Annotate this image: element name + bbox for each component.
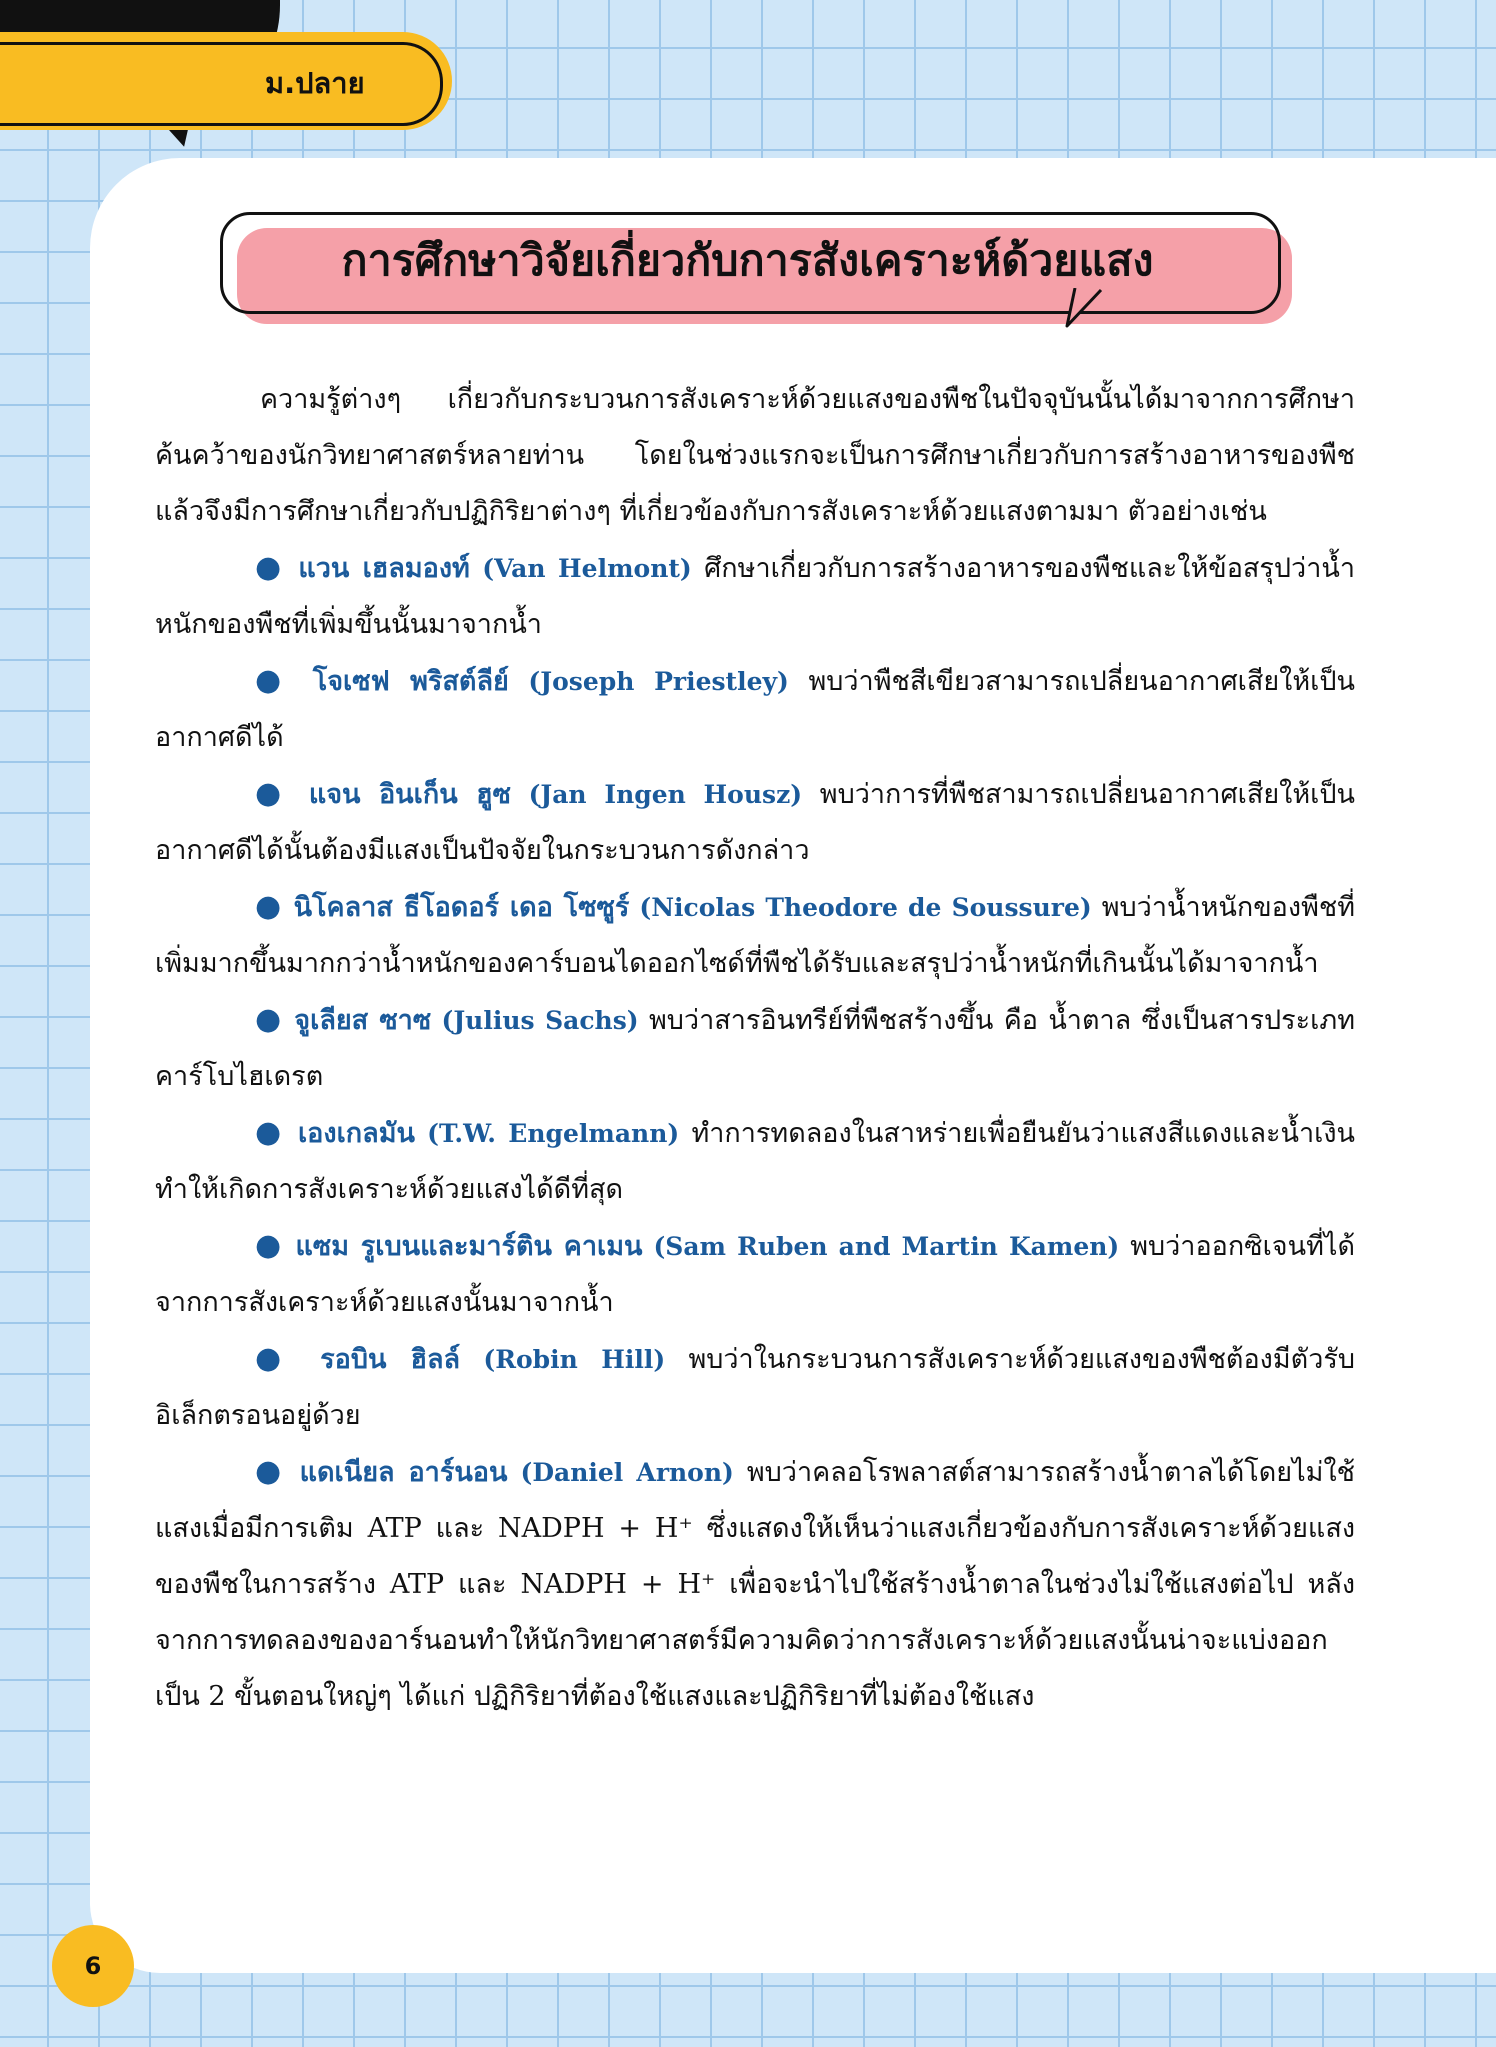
scientist-name-english: (Julius Sachs) <box>441 1006 639 1035</box>
list-item <box>155 540 1355 653</box>
list-item <box>155 766 1355 879</box>
bullet-icon: ● <box>255 1341 321 1376</box>
scientist-name-thai: โจเซฟ พริสต์ลีย์ <box>312 666 509 697</box>
scientist-finding: พบว่าพืชสีเขียวสามารถเปลี่ยนอากาศเสียให้เป็นอากาศดีได้ <box>155 666 1355 753</box>
scientist-name-thai: จูเลียส ซาซ <box>294 1005 432 1036</box>
bullet-icon: ● <box>255 1002 295 1037</box>
list-item <box>155 992 1355 1105</box>
scientist-finding: พบว่าในกระบวนการสังเคราะห์ด้วยแสงของพืชต้องมีตัวรับอิเล็กตรอนอยู่ด้วย <box>155 1344 1355 1431</box>
article-body <box>155 372 1355 1725</box>
scientist-name-thai: แดเนียล อาร์นอน <box>299 1457 508 1488</box>
scientist-name-thai: แวน เฮลมองท์ <box>298 553 470 584</box>
scientist-finding: ศึกษาเกี่ยวกับการสร้างอาหารของพืชและให้ข้อสรุปว่าน้ำหนักของพืชที่เพิ่มขึ้นนั้นมาจากน้ำ <box>155 553 1355 640</box>
scientist-name-thai: รอบิน ฮิลล์ <box>320 1344 461 1375</box>
scientist-finding: พบว่าการที่พืชสามารถเปลี่ยนอากาศเสียให้เป็นอากาศดีได้นั้นต้องมีแสงเป็นปัจจัยในกระบวนการดังกล่าว <box>155 779 1355 866</box>
bullet-icon: ● <box>255 1454 300 1489</box>
list-item <box>155 1444 1355 1725</box>
list-item <box>155 653 1355 766</box>
bullet-icon: ● <box>255 776 309 811</box>
bullet-icon: ● <box>255 889 294 924</box>
bullet-icon: ● <box>255 550 299 585</box>
scientist-name-english: (Jan Ingen Housz) <box>528 780 803 809</box>
scientist-name-thai: นิโคลาส ธีโอดอร์ เดอ โซซูร์ <box>293 892 630 923</box>
bullet-icon: ● <box>255 663 313 698</box>
scientist-name-english: (Daniel Arnon) <box>520 1458 734 1487</box>
scientist-name-english: (Sam Ruben and Martin Kamen) <box>653 1232 1120 1261</box>
scientist-name-thai: แจน อินเก็น ฮูซ <box>308 779 511 810</box>
scientist-finding: พบว่าคลอโรพลาสต์สามารถสร้างน้ำตาลได้โดยไม่ใช้แสงเมื่อมีการเติม ATP และ NADPH + H⁺ ซึ่งแสดงให้เห็นว่าแสงเกี่ยวข้องกับการสังเคราะห์ด้วยแสงของพืชในการสร้าง ATP และ NADPH + H⁺ เพื่อจะนำไปใช้สร้างน้ำตาลในช่วงไม่ใช้แสงต่อไป หลังจากการทดลองของอาร์นอนทำให้นักวิทยาศาสตร์มีความคิดว่าการสังเคราะห์ด้วยแสงนั้นน่าจะแบ่งออกเป็น 2 ขั้นตอนใหญ่ๆ ได้แก่ ปฏิกิริยาที่ต้องใช้แสงและปฏิกิริยาที่ไม่ต้องใช้แสง <box>155 1457 1355 1712</box>
scientist-name-english: (Nicolas Theodore de Soussure) <box>639 893 1092 922</box>
scientist-name-english: (Van Helmont) <box>482 554 692 583</box>
scientist-finding: ทำการทดลองในสาหร่ายเพื่อยืนยันว่าแสงสีแดงและน้ำเงินทำให้เกิดการสังเคราะห์ด้วยแสงได้ดีที่สุด <box>155 1118 1355 1205</box>
list-item <box>155 879 1355 992</box>
bullet-icon: ● <box>255 1115 298 1150</box>
scientist-name-english: (Robin Hill) <box>483 1345 666 1374</box>
list-item <box>155 1105 1355 1218</box>
intro-paragraph: ความรู้ต่างๆ เกี่ยวกับกระบวนการสังเคราะห์ด้วยแสงของพืชในปัจจุบันนั้นได้มาจากการศึกษาค้นคว้าของนักวิทยาศาสตร์หลายท่าน โดยในช่วงแรกจะเป็นการศึกษาเกี่ยวกับการสร้างอาหารของพืช แล้วจึงมีการศึกษาเกี่ยวกับปฏิกิริยาต่างๆ ที่เกี่ยวข้องกับการสังเคราะห์ด้วยแสงตามมา ตัวอย่างเช่น <box>155 384 1355 527</box>
scientist-finding: พบว่าน้ำหนักของพืชที่เพิ่มมากขึ้นมากกว่าน้ำหนักของคาร์บอนไดออกไซด์ที่พืชได้รับและสรุปว่าน้ำหนักที่เกินนั้นได้มาจากน้ำ <box>155 892 1355 979</box>
scientist-name-thai: เองเกลมัน <box>297 1118 415 1149</box>
scientist-list <box>155 540 1355 1725</box>
list-item <box>155 1218 1355 1331</box>
level-label: ม.ปลาย <box>265 66 365 100</box>
subject-label: BIOLOGY <box>95 62 236 93</box>
list-item <box>155 1331 1355 1444</box>
scientist-finding: พบว่าสารอินทรีย์ที่พืชสร้างขึ้น คือ น้ำตาล ซึ่งเป็นสารประเภทคาร์โบไฮเดรต <box>155 1005 1355 1092</box>
page-number: 6 <box>52 1925 134 2007</box>
scientist-name-english: (T.W. Engelmann) <box>427 1119 680 1148</box>
scientist-finding: พบว่าออกซิเจนที่ได้จากการสังเคราะห์ด้วยแสงนั้นมาจากน้ำ <box>155 1231 1355 1318</box>
page-title: การศึกษาวิจัยเกี่ยวกับการสังเคราะห์ด้วยแสง <box>341 236 1154 286</box>
scientist-name-english: (Joseph Priestley) <box>528 667 789 696</box>
scientist-name-thai: แซม รูเบนและมาร์ติน คาเมน <box>295 1231 643 1262</box>
bullet-icon: ● <box>255 1228 296 1263</box>
